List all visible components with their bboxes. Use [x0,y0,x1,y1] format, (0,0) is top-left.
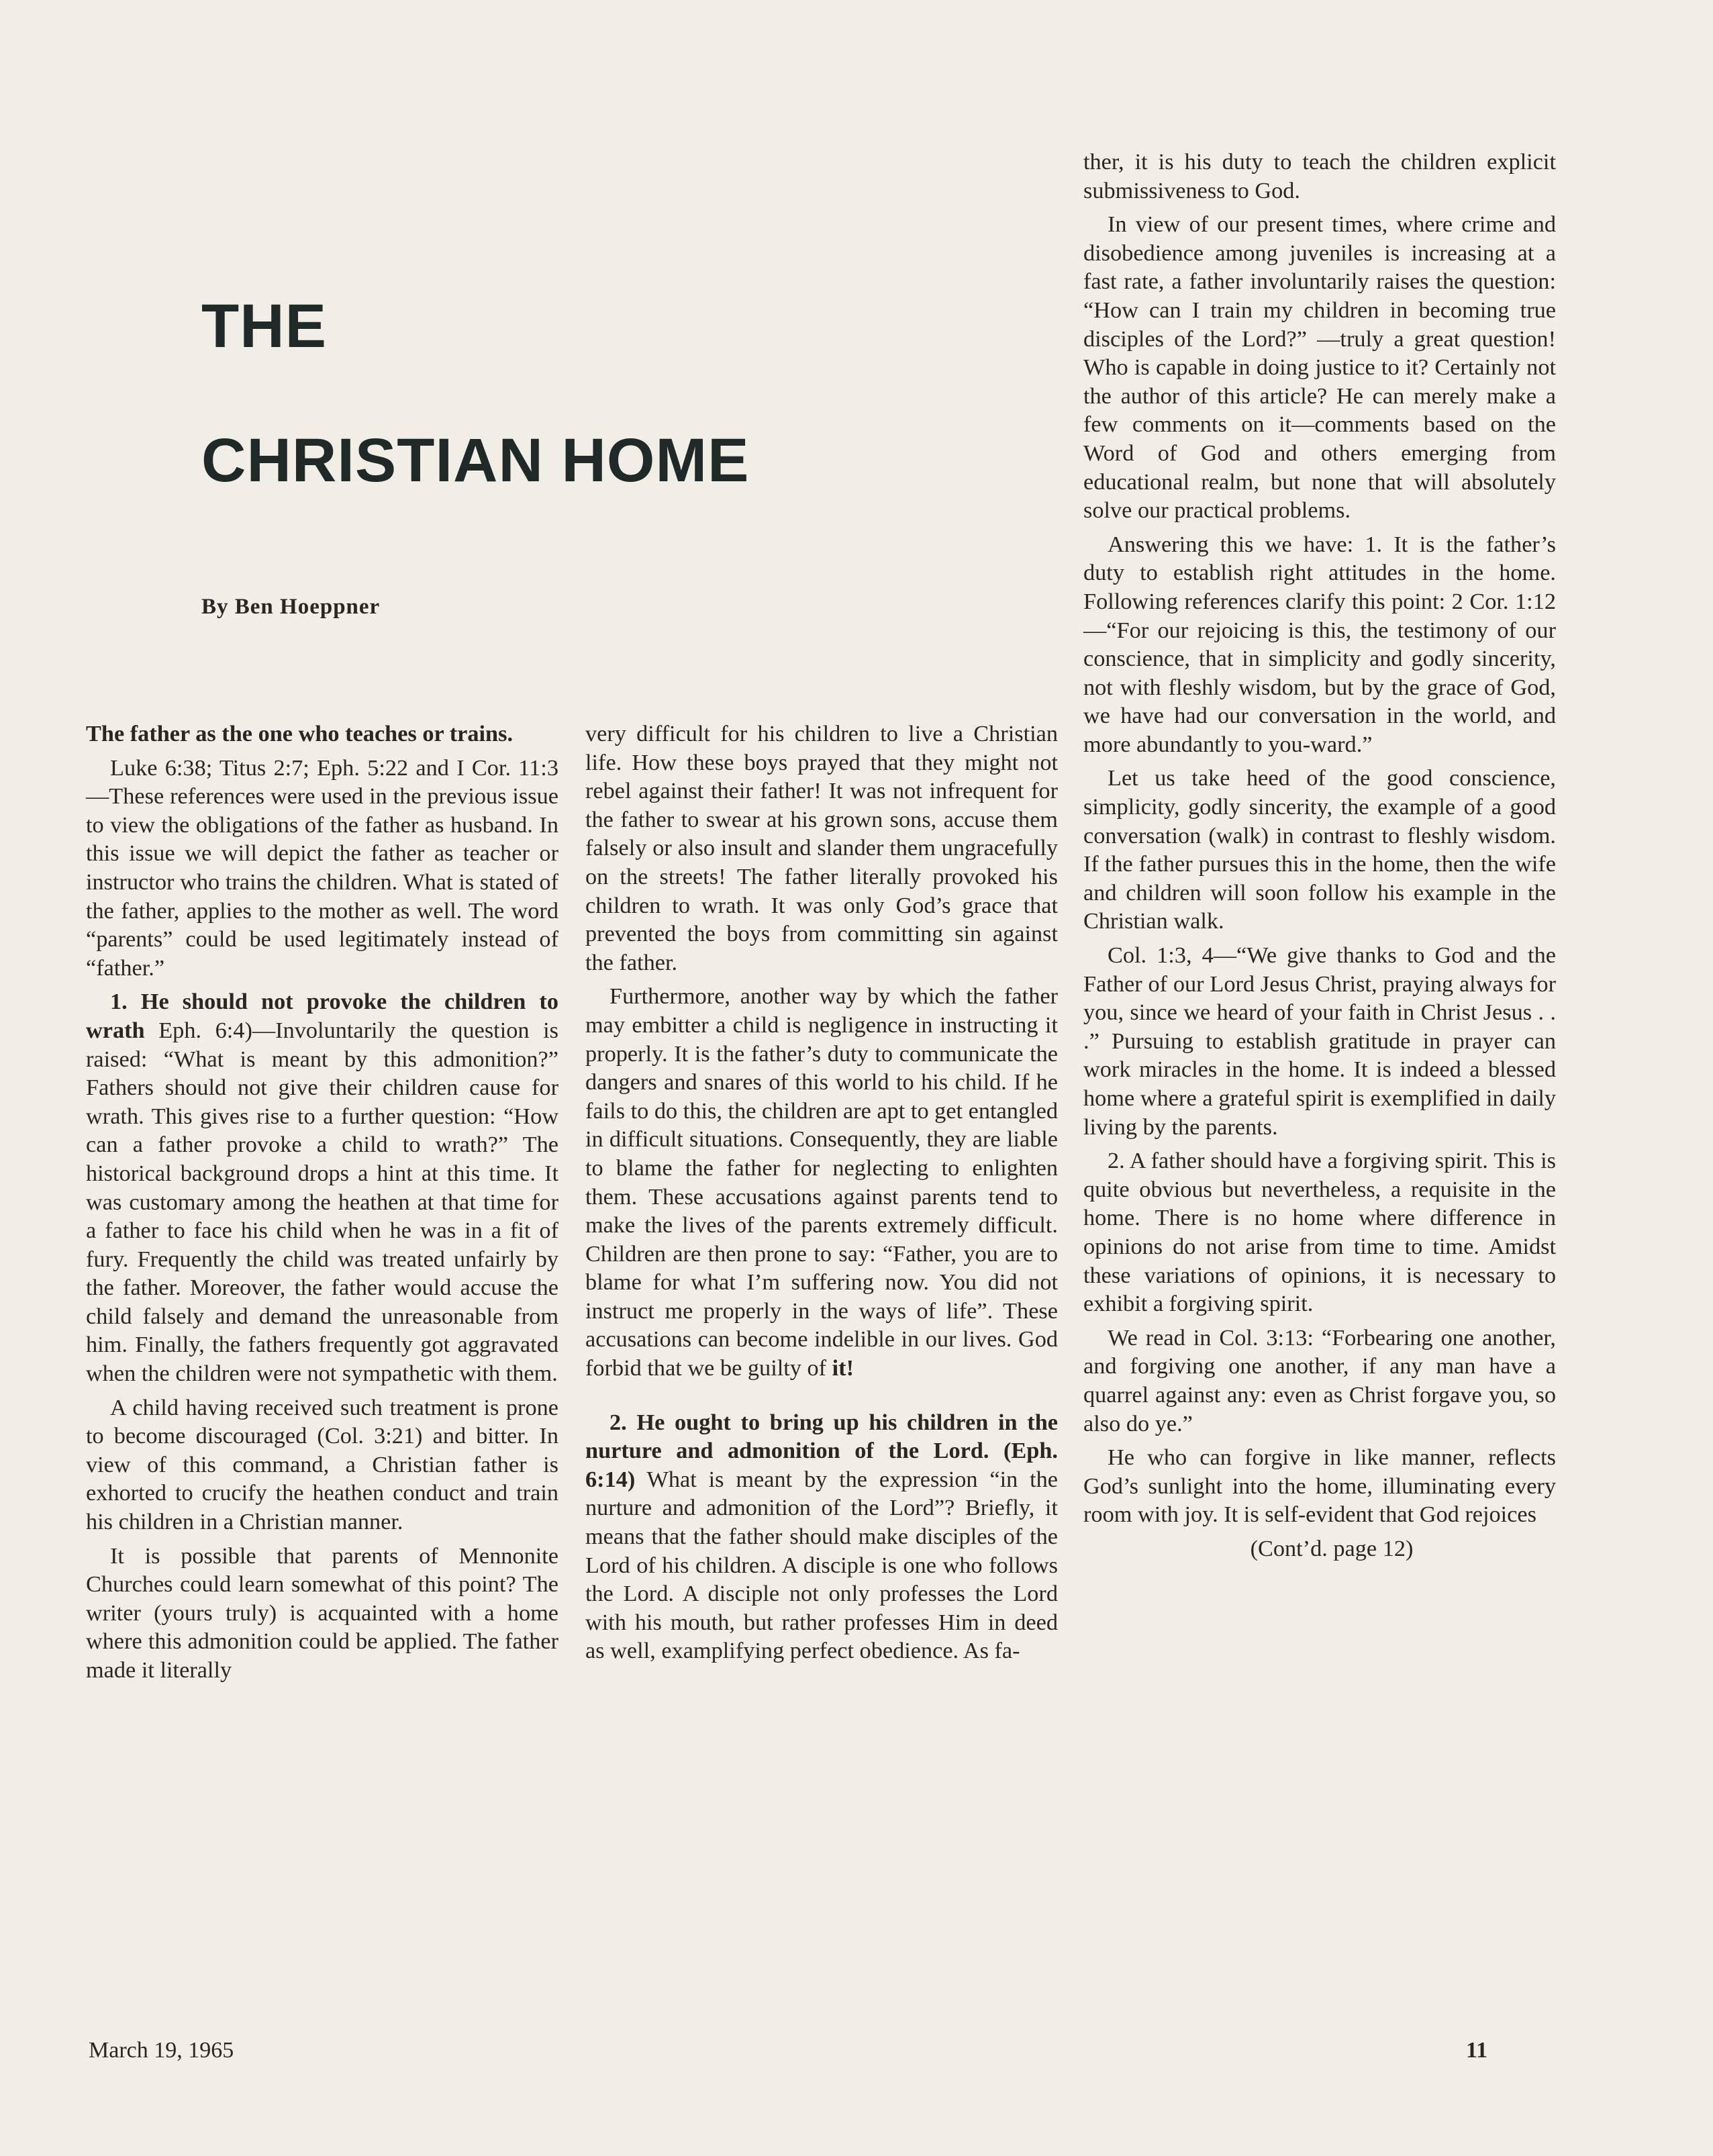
paragraph: We read in Col. 3:13: “Forbearing one another, and forgiving one another, if any man have a quarrel against any: even as Christ forgave you, so also do ye.” [1083,1324,1556,1436]
paragraph: Col. 1:3, 4—“We give thanks to God and the Father of our Lord Jesus Christ, praying always for you, since we heard of your faith in Christ Jesus . . .” Pursuing to establish gratitude in prayer can work miracles in the home. It is indeed a blessed home where a grateful spirit is exemplified in daily living by the parents. [1083,942,1556,1140]
paragraph-text: Eph. 6:4)—Involuntarily the question is raised: “What is meant by this admonition?” Fathers should not give their children cause for wrath. This gives rise to a further question: “How can a father provoke a child to wrath?” The historical background drops a hint at this time. It was customary among the heathen at that time for a father to face his child when he was in a fit of fury. Frequently the child was treated unfairly by the father. Moreover, the father would accuse the child falsely and demand the unreasonable from him. Finally, the fathers frequently got aggravated when the children were not sympathetic with them. [86,1017,558,1387]
paragraph [86,987,558,1387]
article-title-line2: CHRISTIAN HOME [201,426,750,495]
article-title-line1: THE [201,292,327,360]
paragraph: very difficult for his children to live a Christian life. How these boys prayed that they might not rebel against their father! It was not infrequent for the father to swear at his grown sons, accuse them falsely or also insult and slander them ungracefully on the streets! The father literally provoked his children to wrath. It was only God’s grace that prevented the boys from committing sin against the father. [585,721,1058,975]
paragraph: It is possible that parents of Mennonite Churches could learn somewhat of this point? The writer (yours truly) is acquainted with a home where this admonition could be applied. The father made it literally [86,1542,558,1683]
paragraph: Luke 6:38; Titus 2:7; Eph. 5:22 and I Cor. 11:3 —These references were used in the previous issue to view the obligations of the father as husband. In this issue we will depict the father as teacher or instructor who trains the children. What is stated of the father, applies to the mother as well. The word “parents” could be used legitimately instead of “father.” [86,754,558,981]
paragraph-text: Furthermore, another way by which the father may embitter a child is negligence in instructing it properly. It is the father’s duty to communicate the dangers and snares of this world to his child. If he fails to do this, the children are apt to get entangled in difficult situations. Consequently, they are liable to blame the father for neglecting to enlighten them. These accusations against parents tend to make the lives of the parents extremely difficult. Children are then prone to say: “Father, you are to blame for what I’m suffering now. You did not instruct me properly in the ways of life”. These accusations can become indelible in our lives. God forbid that we be guilty of [585,983,1058,1381]
paragraph [585,1408,1058,1665]
continued-note: (Cont’d. page 12) [1250,1535,1414,1561]
text-column-3 [1083,148,1556,1569]
paragraph: ther, it is his duty to teach the children explicit submissiveness to God. [1083,149,1556,203]
paragraph-text: What is meant by the expression “in the nurture and admonition of the Lord”? Briefly, it means that the father should make disciples of the Lord of his children. A disciple is one who follows the Lord. A disciple not only professes the Lord with his mouth, but rather professes Him in deed as well, examplifying perfect obedience. As fa- [585,1466,1058,1664]
footer-date: March 19, 1965 [89,2038,234,2063]
text-column-1 [86,720,558,1690]
point-heading: 1. He should not provoke the children to wrath [86,989,558,1043]
paragraph [585,982,1058,1382]
paragraph-end: it! [832,1355,854,1381]
page-number: 11 [1466,2038,1488,2063]
paragraph: 2. A father should have a forgiving spirit. This is quite obvious but nevertheless, a requisite in the home. There is no home where difference in opinions do not arise from time to time. Amidst these variations of opinions, it is necessary to exhibit a forgiving spirit. [1083,1148,1556,1317]
point-heading: 2. He ought to bring up his children in the nurture and admonition of the Lord. (Eph. 6:14) [585,1409,1058,1492]
paragraph: Answering this we have: 1. It is the father’s duty to establish right attitudes in the home. Following references clarify this point: 2 Cor. 1:12—“For our rejoicing is this, the testimony of our conscience, that in simplicity and godly sincerity, not with fleshly wisdom, but by the grace of God, we have had our conversation in the world, and more abundantly to you-ward.” [1083,531,1556,757]
paragraph: Let us take heed of the good conscience, simplicity, godly sincerity, the example of a good conversation (walk) in contrast to fleshly wisdom. If the father pursues this in the home, then the wife and children will soon follow his example in the Christian walk. [1083,765,1556,934]
paragraph: In view of our present times, where crime and disobedience among juveniles is increasing at a fast rate, a father involuntarily raises the question: “How can I train my children in becoming true disciples of the Lord?” —truly a great question! Who is capable in doing justice to it? Certainly not the author of this article? He can merely make a few comments on it—comments based on the Word of God and others emerging from educational realm, but none that will absolutely solve our practical problems. [1083,211,1556,524]
section-heading: The father as the one who teaches or trains. [86,721,513,746]
paragraph: He who can forgive in like manner, reflects God’s sunlight into the home, illuminating every room with joy. It is self-evident that God rejoices [1083,1444,1556,1528]
article-byline: By Ben Hoeppner [201,595,381,619]
paragraph: A child having received such treatment is prone to become discouraged (Col. 3:21) and bitter. In view of this command, a Christian father is exhorted to crucify the heathen conduct and train his children in a Christian manner. [86,1394,558,1535]
text-column-2 [585,720,1058,1671]
